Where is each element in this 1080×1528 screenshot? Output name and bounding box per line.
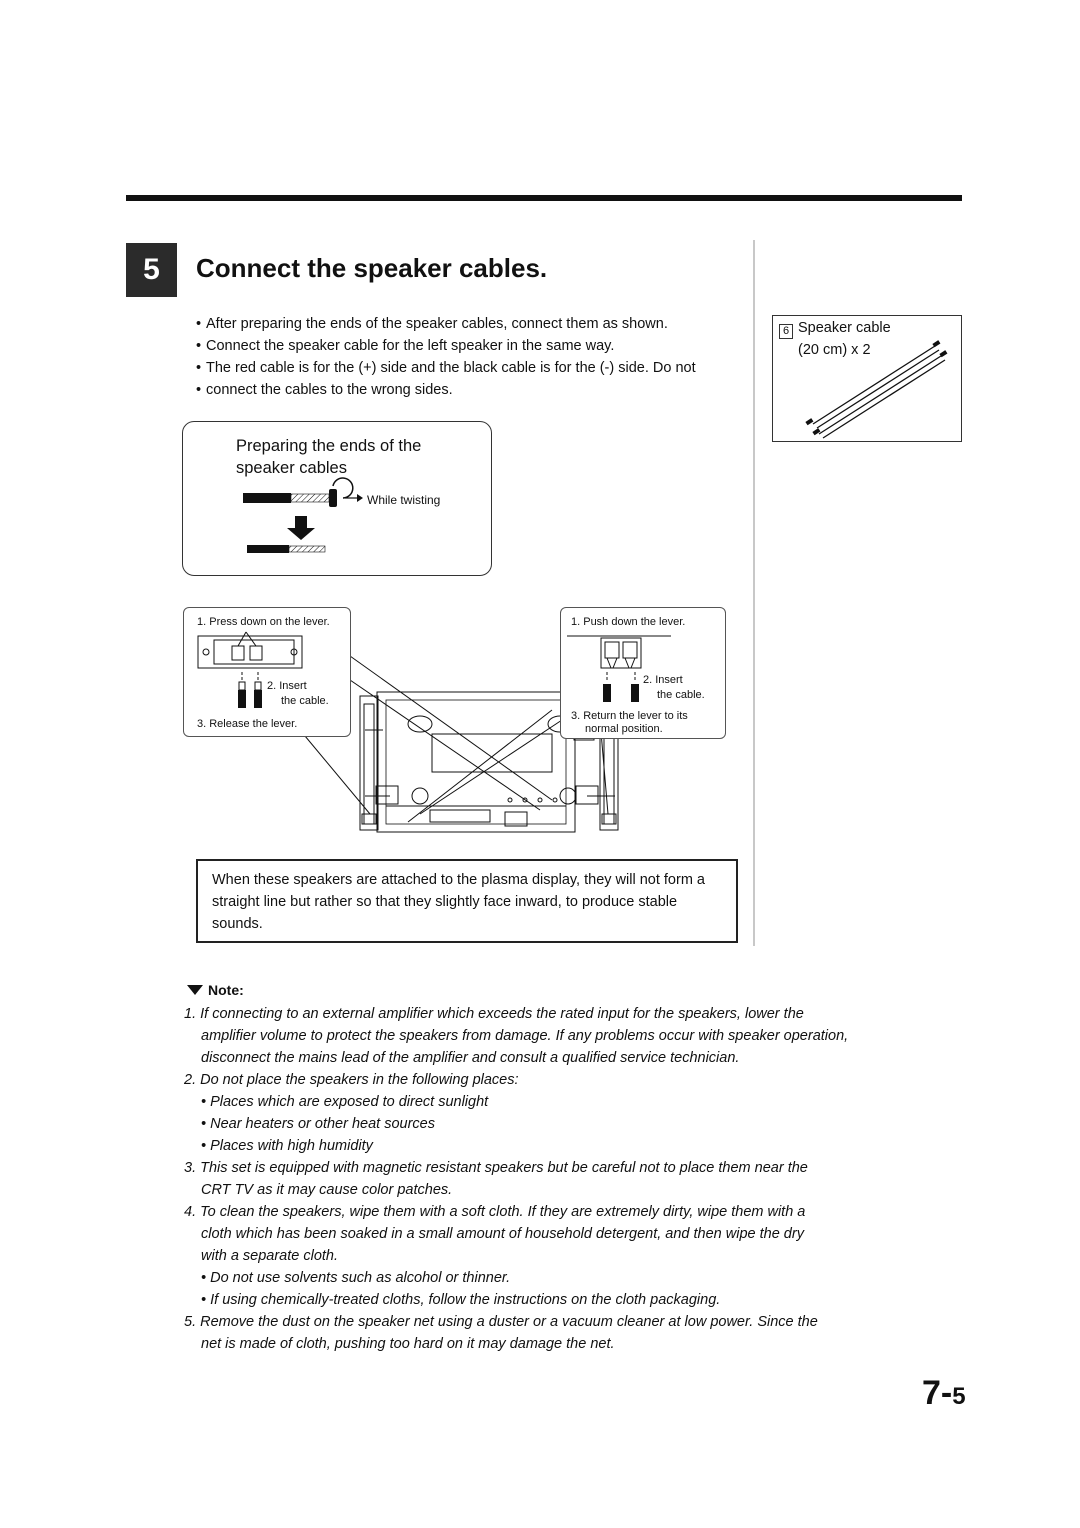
note-line: 1. If connecting to an external amplifier which exceeds the rated input for the speakers, lower the bbox=[184, 1006, 804, 1022]
page-number-sub: 5 bbox=[952, 1383, 966, 1410]
note-line: 5. Remove the dust on the speaker net using a duster or a vacuum cleaner at low power. Since the bbox=[184, 1314, 818, 1330]
note-heading: Note: bbox=[208, 982, 244, 998]
note-line: net is made of cloth, pushing too hard on it may damage the net. bbox=[201, 1336, 615, 1352]
right-step-1: 1. Push down the lever. bbox=[571, 616, 686, 628]
note-line: with a separate cloth. bbox=[201, 1248, 339, 1264]
preparing-ends-title: Preparing the ends of the speaker cables bbox=[236, 437, 422, 477]
info-text: When these speakers are attached to the plasma display, they will not form a straight line but rather so that they slightly face inward, to produce stable sounds. bbox=[212, 872, 705, 932]
note-line: 3. This set is equipped with magnetic resistant speakers but be careful not to place them near the bbox=[184, 1160, 808, 1176]
instruction-item: • After preparing the ends of the speaker cables, connect them as shown. bbox=[196, 313, 748, 335]
instruction-item: • Connect the speaker cable for the left speaker in the same way. bbox=[196, 335, 748, 357]
instruction-item: • The red cable is for the (+) side and the black cable is for the (-) side. Do not bbox=[196, 357, 748, 379]
left-step-2-continued: the cable. bbox=[281, 695, 329, 707]
note-line: • Places with high humidity bbox=[201, 1138, 373, 1154]
note-triangle-icon bbox=[187, 985, 203, 995]
column-divider bbox=[753, 240, 755, 946]
speaker-cable-illustration bbox=[773, 316, 961, 441]
twist-label: While twisting bbox=[367, 493, 441, 507]
page-number-main: 7- bbox=[922, 1374, 953, 1412]
note-line: 2. Do not place the speakers in the following places: bbox=[184, 1072, 519, 1088]
note-line: disconnect the mains lead of the amplifier and consult a qualified service technician. bbox=[201, 1050, 740, 1066]
step-number-badge: 5 bbox=[126, 243, 177, 297]
left-step-3: 3. Release the lever. bbox=[197, 718, 298, 730]
left-step-2: 2. Insert bbox=[267, 680, 307, 692]
note-line: amplifier volume to protect the speakers from damage. If any problems occur with speaker operation, bbox=[201, 1028, 849, 1044]
note-line: CRT TV as it may cause color patches. bbox=[201, 1182, 453, 1198]
note-line: • Do not use solvents such as alcohol or thinner. bbox=[201, 1270, 511, 1286]
left-terminal-callout bbox=[183, 607, 351, 737]
preparing-ends-box bbox=[182, 421, 492, 576]
left-step-1: 1. Press down on the lever. bbox=[197, 616, 330, 628]
info-box bbox=[196, 859, 738, 943]
page-number bbox=[922, 1374, 966, 1413]
right-step-3: 3. Return the lever to its bbox=[571, 710, 688, 722]
note-line: • Near heaters or other heat sources bbox=[201, 1116, 435, 1132]
right-step-2: 2. Insert bbox=[643, 674, 683, 686]
section-title: Connect the speaker cables. bbox=[196, 253, 548, 283]
instruction-list bbox=[196, 313, 748, 401]
note-line: • If using chemically-treated cloths, follow the instructions on the cloth packaging. bbox=[201, 1292, 721, 1308]
accessory-label: Speaker cable bbox=[798, 320, 891, 336]
accessory-quantity: (20 cm) x 2 bbox=[798, 342, 871, 358]
right-step-3-continued: normal position. bbox=[585, 723, 663, 735]
note-line: • Places which are exposed to direct sunlight bbox=[201, 1094, 489, 1110]
note-line: 4. To clean the speakers, wipe them with a soft cloth. If they are extremely dirty, wipe them with a bbox=[184, 1204, 806, 1220]
accessory-box bbox=[772, 315, 962, 442]
right-step-2-continued: the cable. bbox=[657, 689, 705, 701]
left-terminal-illustration bbox=[184, 608, 350, 736]
top-rule bbox=[126, 195, 962, 201]
accessory-number: 6 bbox=[779, 324, 793, 339]
instruction-item-continued: • connect the cables to the wrong sides. bbox=[196, 379, 748, 401]
note-line: cloth which has been soaked in a small amount of household detergent, and then wipe the dry bbox=[201, 1226, 804, 1242]
right-terminal-callout bbox=[560, 607, 726, 739]
cable-twisting-illustration bbox=[183, 422, 491, 575]
